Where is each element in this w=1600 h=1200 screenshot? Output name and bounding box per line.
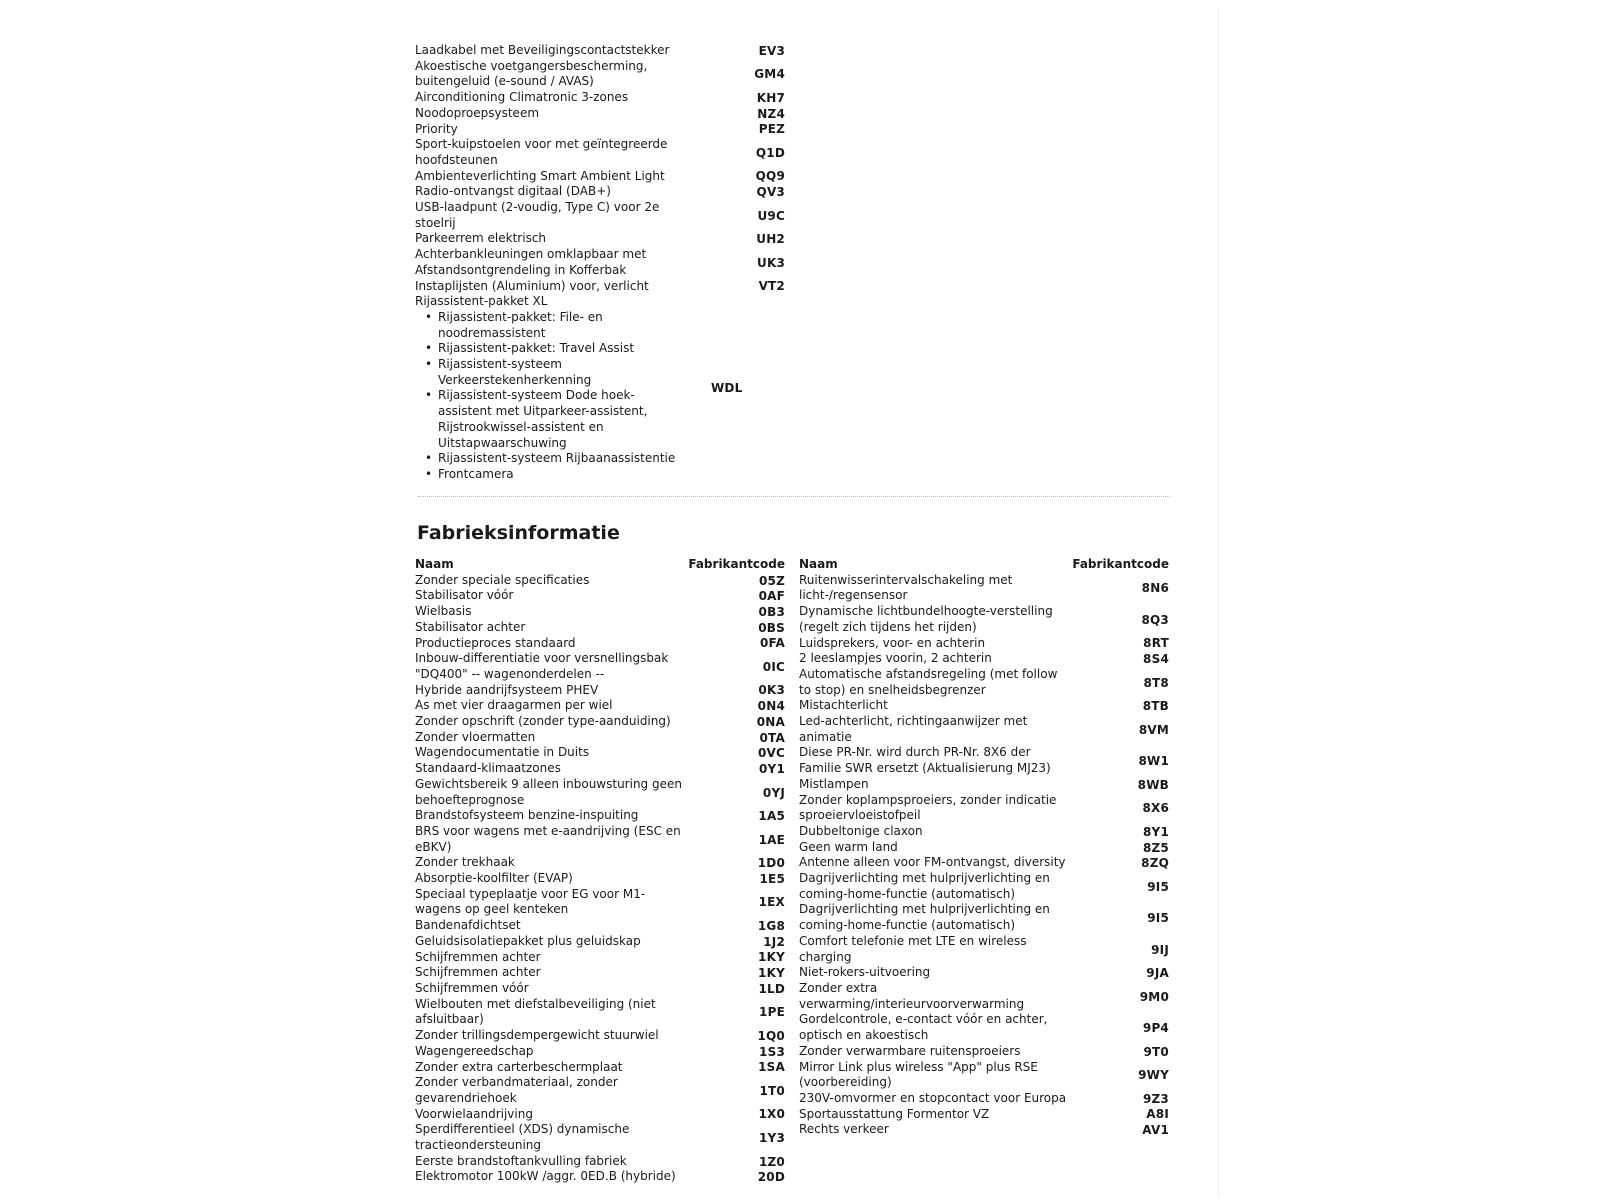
row-name: Brandstofsysteem benzine-inspuiting: [415, 808, 639, 823]
row-code: 1PE: [759, 1005, 785, 1020]
row-name: Dagrijverlichting met hulprijverlichting en coming-home-functie (automatisch): [799, 871, 1050, 901]
row-name: Geluidsisolatiepakket plus geluidskap: [415, 933, 641, 948]
package-item: • Rijassistent-systeem Dode hoek-assistent met Uitparkeer-assistent, Rijstrookwissel-assistent en Uitstapwaarschuwing: [415, 388, 683, 451]
row-code: 8Z5: [1142, 840, 1169, 855]
row-name: Productieproces standaard: [415, 635, 576, 650]
package-item: • Rijassistent-pakket: Travel Assist: [415, 341, 683, 357]
row-code: 0VC: [757, 746, 785, 761]
row-code: 20D: [757, 1170, 785, 1185]
table-row: [799, 1012, 1169, 1043]
option-code: PEZ: [758, 122, 785, 137]
row-name: Rechts verkeer: [799, 1122, 889, 1137]
table-row: [799, 840, 1169, 856]
package-item: • Rijassistent-systeem Verkeerstekenherkenning: [415, 357, 683, 388]
option-list: [415, 43, 785, 483]
option-code: QQ9: [755, 169, 785, 184]
section-divider: [418, 496, 1170, 497]
table-header: [415, 557, 785, 573]
row-code: 0AF: [758, 589, 785, 604]
row-name: Schijfremmen achter: [415, 965, 541, 980]
row-code: 9T0: [1143, 1044, 1169, 1059]
row-name: Schijfremmen vóór: [415, 980, 529, 995]
option-name: Noodoproepsysteem: [415, 105, 540, 120]
option-name: USB-laadpunt (2-voudig, Type C) voor 2e stoelrij: [415, 200, 660, 230]
option-code: UK3: [757, 255, 785, 270]
row-code: 1S3: [759, 1044, 785, 1059]
table-row: [799, 981, 1169, 1012]
column-header-name: Naam: [799, 557, 838, 571]
option-name: Laadkabel met Beveiligingscontactstekker: [415, 43, 670, 57]
option-row: [415, 200, 785, 231]
table-row: [799, 965, 1169, 981]
option-code: EV3: [758, 43, 785, 58]
option-row: [415, 169, 785, 185]
row-code: 9JA: [1146, 966, 1169, 981]
table-row: [799, 1044, 1169, 1060]
table-row: [415, 1169, 785, 1185]
package-name: Rijassistent-pakket XL: [415, 294, 548, 309]
table-row: [415, 1075, 785, 1106]
row-name: Bandenafdichtset: [415, 918, 521, 933]
row-code: 1Z0: [758, 1154, 785, 1169]
row-code: 9IJ: [1151, 942, 1169, 957]
row-name: Zonder verbandmateriaal, zonder gevarendriehoek: [415, 1075, 618, 1105]
row-code: 8RT: [1143, 636, 1169, 651]
row-code: 0YJ: [762, 785, 785, 800]
row-code: 1KY: [758, 950, 785, 965]
row-name: Zonder extra verwarming/interieurvoorverwarming: [799, 980, 1025, 1011]
package-block: [415, 294, 683, 482]
table-row: [415, 761, 785, 777]
table-row: [415, 604, 785, 620]
row-name: Zonder trillingsdempergewicht stuurwiel: [415, 1028, 659, 1043]
row-code: 8T8: [1143, 675, 1169, 690]
factory-table-right: [799, 557, 1169, 1138]
table-row: [799, 1091, 1169, 1107]
package-item: • Rijassistent-pakket: File- en noodremassistent: [415, 310, 683, 341]
table-row: [799, 636, 1169, 652]
package-code: WDL: [711, 381, 743, 396]
row-name: Geen warm land: [799, 839, 898, 854]
option-name: Priority: [415, 121, 458, 136]
table-row: [799, 714, 1169, 745]
option-name: Ambienteverlichting Smart Ambient Light: [415, 168, 665, 183]
table-row: [415, 777, 785, 808]
row-code: 9P4: [1142, 1021, 1169, 1036]
option-name: Parkeerrem elektrisch: [415, 231, 547, 246]
table-row: [799, 573, 1169, 604]
package-item: • Frontcamera: [415, 467, 683, 483]
option-name: Radio-ontvangst digitaal (DAB+): [415, 184, 611, 199]
option-code: NZ4: [757, 106, 785, 121]
table-row: [415, 981, 785, 997]
table-row: [415, 745, 785, 761]
row-name: Wagendocumentatie in Duits: [415, 745, 590, 760]
row-code: 1KY: [758, 966, 785, 981]
row-code: 8S4: [1143, 652, 1169, 667]
row-name: Zonder vloermatten: [415, 729, 536, 744]
option-row: [415, 247, 785, 278]
option-code: VT2: [758, 279, 785, 294]
row-code: 05Z: [758, 573, 785, 588]
row-name: Gewichtsbereik 9 alleen inbouwsturing geen behoefteprognose: [415, 776, 682, 807]
table-row: [799, 871, 1169, 902]
table-row: [799, 1107, 1169, 1123]
column-header-name: Naam: [415, 557, 454, 571]
table-row: [415, 1107, 785, 1123]
row-code: 1D0: [757, 856, 785, 871]
option-row: [415, 122, 785, 138]
page-edge-line: [1218, 8, 1219, 1196]
table-row: [415, 1122, 785, 1153]
table-row: [415, 871, 785, 887]
row-code: 1T0: [759, 1083, 785, 1098]
row-code: 1LD: [758, 981, 785, 996]
row-name: Voorwielaandrijving: [415, 1106, 533, 1121]
table-row: [415, 887, 785, 918]
row-code: 8N6: [1141, 581, 1169, 596]
table-row: [415, 1154, 785, 1170]
row-name: Mirror Link plus wireless "App" plus RSE (voorbereiding): [799, 1059, 1038, 1090]
option-row: [415, 137, 785, 168]
table-row: [799, 651, 1169, 667]
row-code: 1X0: [758, 1107, 785, 1122]
table-row: [415, 808, 785, 824]
row-code: 9I5: [1147, 911, 1169, 926]
option-row: [415, 90, 785, 106]
section-title: Fabrieksinformatie: [417, 522, 620, 544]
row-name: 2 leeslampjes voorin, 2 achterin: [799, 651, 992, 666]
row-name: 230V-omvormer en stopcontact voor Europa: [799, 1090, 1067, 1105]
row-name: Speciaal typeplaatje voor EG voor M1-wagens op geel kenteken: [415, 886, 646, 917]
row-name: Led-achterlicht, richtingaanwijzer met animatie: [799, 714, 1028, 744]
table-header: [799, 557, 1169, 573]
row-code: 8WB: [1137, 777, 1169, 792]
row-code: 8ZQ: [1141, 856, 1169, 871]
row-code: 1SA: [758, 1060, 785, 1075]
row-name: Hybride aandrijfsysteem PHEV: [415, 682, 599, 697]
package-item-list: [415, 310, 683, 483]
row-code: 0N4: [757, 699, 785, 714]
row-code: 1J2: [763, 934, 785, 949]
package-row: [415, 294, 785, 482]
table-row: [415, 918, 785, 934]
row-name: Zonder trekhaak: [415, 855, 515, 870]
table-row: [799, 667, 1169, 698]
row-code: 8W1: [1138, 754, 1169, 769]
row-code: 0NA: [756, 714, 785, 729]
row-code: 1Y3: [759, 1131, 785, 1146]
row-name: Sportausstattung Formentor VZ: [799, 1106, 990, 1121]
row-name: Sperdifferentieel (XDS) dynamische tractieondersteuning: [415, 1122, 630, 1153]
table-row: [415, 855, 785, 871]
row-name: Schijfremmen achter: [415, 949, 541, 964]
row-name: Luidsprekers, voor- en achterin: [799, 635, 986, 650]
option-code: KH7: [756, 90, 785, 105]
table-row: [415, 950, 785, 966]
option-code: Q1D: [755, 145, 785, 160]
row-code: AV1: [1142, 1123, 1169, 1138]
option-code: U9C: [757, 208, 785, 223]
row-name: Dagrijverlichting met hulprijverlichting en coming-home-functie (automatisch): [799, 902, 1050, 933]
row-code: 1E5: [759, 871, 785, 886]
row-code: 8VM: [1138, 722, 1169, 737]
option-row: [415, 184, 785, 200]
row-name: Niet-rokers-uitvoering: [799, 965, 931, 980]
option-row: [415, 106, 785, 122]
row-name: Elektromotor 100kW /aggr. 0ED.B (hybride): [415, 1169, 676, 1184]
table-row: [415, 965, 785, 981]
table-row: [415, 636, 785, 652]
table-row: [415, 573, 785, 589]
row-code: 1Q0: [757, 1028, 785, 1043]
row-name: Stabilisator vóór: [415, 588, 514, 603]
table-row: [799, 902, 1169, 933]
row-code: 1A5: [758, 809, 785, 824]
row-code: 8TB: [1142, 699, 1169, 714]
option-code: GM4: [754, 67, 785, 82]
row-code: 0K3: [758, 683, 785, 698]
option-name: Instaplijsten (Aluminium) voor, verlicht: [415, 278, 649, 293]
row-name: Stabilisator achter: [415, 619, 526, 634]
row-name: Comfort telefonie met LTE en wireless charging: [799, 933, 1027, 964]
row-code: 8Y1: [1143, 824, 1169, 839]
table-row: [799, 698, 1169, 714]
row-name: Wielbouten met diefstalbeveiliging (niet afsluitbaar): [415, 996, 656, 1027]
table-row: [415, 698, 785, 714]
row-name: Zonder verwarmbare ruitensproeiers: [799, 1043, 1021, 1058]
package-item: • Rijassistent-systeem Rijbaanassistentie: [415, 451, 683, 467]
row-name: Gordelcontrole, e-contact vóór en achter, optisch en akoestisch: [799, 1012, 1048, 1043]
row-name: Absorptie-koolfilter (EVAP): [415, 871, 573, 886]
row-code: 9Z3: [1142, 1091, 1169, 1106]
option-code: UH2: [756, 232, 785, 247]
row-code: 0B3: [758, 604, 785, 619]
row-code: A8I: [1146, 1107, 1169, 1122]
option-row: [415, 59, 785, 90]
row-code: 9I5: [1147, 879, 1169, 894]
table-row: [799, 934, 1169, 965]
table-row: [415, 730, 785, 746]
row-code: 0IC: [762, 659, 785, 674]
table-row: [415, 824, 785, 855]
table-row: [799, 777, 1169, 793]
option-name: Achterbankleuningen omklapbaar met Afstandsontgrendeling in Kofferbak: [415, 247, 647, 277]
row-name: Dubbeltonige claxon: [799, 823, 923, 838]
table-row: [415, 714, 785, 730]
table-row: [799, 745, 1169, 776]
row-name: Wagengereedschap: [415, 1043, 534, 1058]
table-row: [799, 855, 1169, 871]
row-name: Ruitenwisserintervalschakeling met licht-/regensensor: [799, 572, 1013, 603]
row-name: Zonder extra carterbeschermplaat: [415, 1059, 623, 1074]
row-name: Diese PR-Nr. wird durch PR-Nr. 8X6 der Familie SWR ersetzt (Aktualisierung MJ23): [799, 745, 1051, 776]
table-row: [415, 683, 785, 699]
column-header-code: Fabrikantcode: [688, 557, 785, 571]
row-name: Zonder opschrift (zonder type-aanduiding): [415, 714, 671, 729]
table-row: [415, 651, 785, 682]
table-row: [799, 793, 1169, 824]
table-row: [415, 620, 785, 636]
table-row: [415, 934, 785, 950]
table-row: [415, 1044, 785, 1060]
row-name: Zonder koplampsproeiers, zonder indicatie sproeiervloeistofpeil: [799, 792, 1057, 823]
option-name: Sport-kuipstoelen voor met geïntegreerde hoofdsteunen: [415, 137, 668, 167]
column-header-code: Fabrikantcode: [1072, 557, 1169, 571]
row-name: Dynamische lichtbundelhoogte-verstelling (regelt zich tijdens het rijden): [799, 604, 1053, 634]
option-name: Akoestische voetgangersbescherming, buitengeluid (e-sound / AVAS): [415, 58, 648, 89]
row-code: 0FA: [759, 636, 785, 651]
table-row: [799, 824, 1169, 840]
row-code: 0BS: [758, 620, 785, 635]
option-row: [415, 43, 785, 59]
row-name: Mistachterlicht: [799, 698, 888, 713]
row-code: 8Q3: [1141, 612, 1169, 627]
row-code: 1EX: [758, 895, 785, 910]
table-row: [415, 1028, 785, 1044]
table-row: [799, 604, 1169, 635]
row-name: As met vier draagarmen per wiel: [415, 698, 613, 713]
option-row: [415, 231, 785, 247]
option-name: Airconditioning Climatronic 3-zones: [415, 90, 629, 105]
option-row: [415, 279, 785, 295]
row-code: 9WY: [1138, 1068, 1169, 1083]
row-code: 1G8: [757, 919, 785, 934]
row-code: 0TA: [759, 730, 785, 745]
row-name: BRS voor wagens met e-aandrijving (ESC en eBKV): [415, 823, 681, 854]
row-name: Mistlampen: [799, 776, 869, 791]
row-name: Eerste brandstoftankvulling fabriek: [415, 1153, 627, 1168]
factory-table-left: [415, 557, 785, 1185]
table-row: [415, 1060, 785, 1076]
table-row: [799, 1122, 1169, 1138]
table-row: [415, 588, 785, 604]
row-code: 9M0: [1139, 989, 1169, 1004]
row-code: 1AE: [758, 832, 785, 847]
row-name: Standaard-klimaatzones: [415, 761, 561, 776]
row-name: Antenne alleen voor FM-ontvangst, diversity: [799, 855, 1066, 870]
row-name: Automatische afstandsregeling (met follow to stop) en snelheidsbegrenzer: [799, 666, 1058, 697]
table-row: [415, 997, 785, 1028]
table-row: [799, 1060, 1169, 1091]
row-name: Wielbasis: [415, 604, 472, 619]
row-name: Zonder speciale specificaties: [415, 572, 590, 587]
row-name: Inbouw-differentiatie voor versnellingsbak "DQ400" -- wagenonderdelen --: [415, 651, 669, 681]
option-code: QV3: [756, 185, 785, 200]
row-code: 0Y1: [759, 761, 785, 776]
row-code: 8X6: [1142, 801, 1169, 816]
